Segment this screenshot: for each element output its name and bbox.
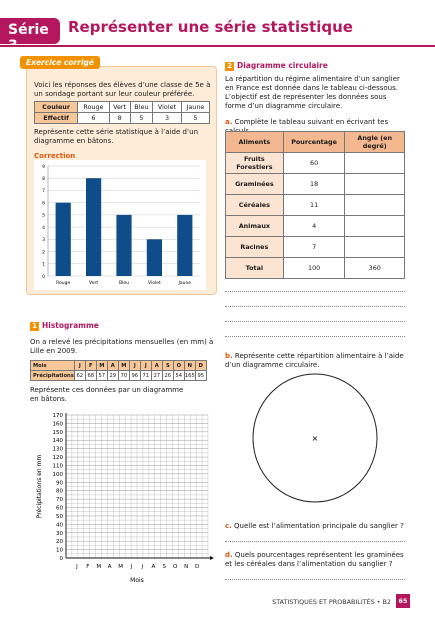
section2-intro: La répartition du régime alimentaire d’un sanglier en France est donnée dans le tableau ci-dessous. L’objectif est de représenter les données sous forme d’un diagramme circulaire. <box>225 75 400 110</box>
table-header: Pourcentage <box>283 132 345 153</box>
question-a-text: Complète le tableau suivant en écrivant tes <box>234 118 389 126</box>
value-cell: 95 <box>195 371 206 381</box>
x-tick-label: A <box>151 564 156 570</box>
y-tick-label: 20 <box>56 539 63 546</box>
y-tick-label: 140 <box>52 438 63 445</box>
table-cell: 60 <box>283 153 345 174</box>
y-tick-label: 3 <box>42 238 45 244</box>
month-cell: J <box>74 361 85 371</box>
angle-input-cell[interactable] <box>345 195 405 216</box>
angle-input-cell[interactable] <box>345 237 405 258</box>
x-tick-label: Bleu <box>119 281 129 286</box>
value-cell: 71 <box>140 371 151 381</box>
exercise-intro: Voici les réponses des élèves d’une classe de 5e à un sondage portant sur leur couleur préférée. <box>34 81 211 98</box>
table-cell: 11 <box>283 195 345 216</box>
section2-number: 2 <box>225 62 234 71</box>
table-cell: 8 <box>109 113 130 124</box>
table-cell: Racines <box>226 237 284 258</box>
question-a-letter: a. <box>225 118 233 126</box>
month-cell: J <box>129 361 140 371</box>
y-tick-label: 8 <box>42 177 45 183</box>
answer-line[interactable] <box>225 306 405 307</box>
y-tick-label: 4 <box>42 225 45 231</box>
month-cell: J <box>140 361 151 371</box>
table-cell: 3 <box>153 113 182 124</box>
x-axis-label: Mois <box>130 577 144 584</box>
y-axis-label: Précipitations en mm <box>36 454 43 519</box>
value-cell: 27 <box>151 371 162 381</box>
question-b-text: Représente cette répartition alimentaire à l’aide d’un diagramme circulaire. <box>225 352 404 369</box>
x-tick-label: M <box>118 564 123 570</box>
table-row <box>226 237 405 258</box>
y-tick-label: 9 <box>42 164 45 170</box>
y-tick-label: 130 <box>52 446 63 453</box>
table-cell: Animaux <box>226 216 284 237</box>
y-tick-label: 10 <box>56 547 63 554</box>
precip-table <box>30 360 207 381</box>
table-cell: Total <box>226 258 284 279</box>
y-tick-label: 2 <box>42 250 45 256</box>
bar <box>116 215 131 276</box>
question-c <box>225 522 409 531</box>
value-cell: 26 <box>162 371 173 381</box>
table-row <box>226 216 405 237</box>
table-cell: Rouge <box>78 102 110 113</box>
table-cell: 5 <box>130 113 153 124</box>
table-cell: Vert <box>109 102 130 113</box>
x-tick-label: Vert <box>89 281 99 286</box>
month-cell: M <box>118 361 129 371</box>
y-tick-label: 40 <box>56 522 63 529</box>
table-cell: Jaune <box>181 102 209 113</box>
table-cell: 6 <box>78 113 110 124</box>
diet-table <box>225 131 405 279</box>
exercise-label: Exercice corrigé <box>20 56 100 69</box>
circle-diagram[interactable] <box>250 372 380 504</box>
x-tick-label: S <box>162 564 167 570</box>
table-head-precip: Précipitations <box>31 371 75 381</box>
question-c-letter: c. <box>225 522 232 530</box>
month-cell: D <box>195 361 206 371</box>
table-head-effectif: Effectif <box>35 113 78 124</box>
section1-title-text: Histogramme <box>42 321 99 330</box>
question-d <box>225 551 409 569</box>
month-cell: F <box>85 361 96 371</box>
value-cell: 57 <box>96 371 107 381</box>
bar <box>86 178 101 276</box>
table-header: Aliments <box>226 132 284 153</box>
answer-line[interactable] <box>225 579 405 580</box>
value-cell: 68 <box>85 371 96 381</box>
y-tick-label: 50 <box>56 513 63 520</box>
page-number: 65 <box>396 594 410 608</box>
x-tick-label: O <box>173 564 178 570</box>
y-tick-label: 120 <box>52 455 63 462</box>
y-tick-label: 6 <box>42 201 45 207</box>
answer-line[interactable] <box>225 321 405 322</box>
correction-title: Correction <box>34 152 76 160</box>
value-cell: 165 <box>184 372 195 379</box>
table-cell: Fruits Forestiers <box>226 153 284 174</box>
month-cell: S <box>162 361 173 371</box>
question-b <box>225 352 409 370</box>
y-tick-label: 90 <box>56 480 63 487</box>
x-tick-label: Violet <box>148 281 161 286</box>
answer-line[interactable] <box>225 291 405 292</box>
y-tick-label: 150 <box>52 429 63 436</box>
x-tick-label: M <box>96 564 102 570</box>
table-cell: Graminées <box>226 174 284 195</box>
section1-number: 1 <box>30 322 39 331</box>
y-tick-label: 0 <box>42 274 45 280</box>
y-tick-label: 30 <box>56 530 63 537</box>
table-row <box>226 174 405 195</box>
value-cell: 70 <box>118 371 129 381</box>
bar <box>147 239 162 276</box>
y-tick-label: 1 <box>42 262 45 268</box>
x-tick-label: N <box>184 564 189 570</box>
table-cell: Violet <box>153 102 182 113</box>
colors-table <box>34 101 210 124</box>
answer-lines-a[interactable] <box>225 291 405 337</box>
value-cell: 62 <box>74 371 85 381</box>
table-cell: Bleu <box>130 102 153 113</box>
page-title: Représenter une série statistique <box>68 18 353 36</box>
answer-line[interactable] <box>225 336 405 337</box>
y-tick-label: 7 <box>42 189 45 195</box>
y-tick-label: 70 <box>56 497 63 504</box>
table-head-couleur: Couleur <box>35 102 78 113</box>
question-b-letter: b. <box>225 352 233 360</box>
x-tick-label: Rouge <box>56 281 71 286</box>
section2-title-text: Diagramme circulaire <box>237 61 328 70</box>
x-tick-label: Jaune <box>178 281 192 286</box>
y-tick-label: 100 <box>52 471 63 478</box>
y-tick-label: 80 <box>56 488 63 495</box>
table-cell: 100 <box>283 258 345 279</box>
y-tick-label: 5 <box>42 213 45 219</box>
table-row <box>226 258 405 279</box>
table-cell: 5 <box>181 113 209 124</box>
month-cell: A <box>107 361 118 371</box>
y-tick-label: 160 <box>52 421 63 428</box>
value-cell: 54 <box>173 371 184 381</box>
x-tick-label: J <box>130 564 133 570</box>
section2-title <box>225 61 328 71</box>
month-cell: A <box>151 361 162 371</box>
x-axis-arrow <box>210 556 214 560</box>
table-row <box>226 153 405 174</box>
month-cell: M <box>96 361 107 371</box>
table-cell: 7 <box>283 237 345 258</box>
table-header: Angle (en degré) <box>345 132 405 153</box>
series-tab: Série <box>0 18 60 44</box>
header-rule <box>0 45 435 47</box>
angle-input-cell: 360 <box>345 258 405 279</box>
table-row <box>226 195 405 216</box>
footer-text: STATISTIQUES ET PROBABILITÉS • B2 <box>272 598 391 606</box>
question-d-letter: d. <box>225 551 233 559</box>
y-tick-label: 170 <box>52 413 63 419</box>
table-cell: 18 <box>283 174 345 195</box>
x-tick-label: J <box>141 564 144 570</box>
bar <box>56 203 71 276</box>
x-tick-label: A <box>107 564 112 570</box>
x-tick-label: J <box>76 564 78 570</box>
section1-intro: On a relevé les précipitations mensuelles (en mm) à Lille en 2009. <box>30 338 214 355</box>
section1-title <box>30 321 99 331</box>
question-c-text: Quelle est l’alimentation principale du sanglier ? <box>234 522 404 530</box>
x-tick-label: D <box>194 564 200 570</box>
table-cell: Céréales <box>226 195 284 216</box>
month-cell: O <box>173 361 184 371</box>
y-tick-label: 0 <box>59 556 63 562</box>
value-cell: 29 <box>107 371 118 381</box>
bar <box>177 215 192 276</box>
value-cell: 96 <box>129 371 140 381</box>
table-head-mois: Mois <box>31 361 75 371</box>
question-d-text: Quels pourcentages représentent les graminées et les céréales dans l’alimentation du sanglier ? <box>225 551 404 568</box>
section1-task: Représente ces données par un diagramme en bâtons. <box>30 386 184 403</box>
bar-chart <box>34 160 206 290</box>
center-mark: × <box>311 434 319 443</box>
answer-line[interactable] <box>225 541 405 542</box>
angle-input-cell[interactable] <box>345 216 405 237</box>
x-tick-label: F <box>86 564 90 570</box>
angle-input-cell[interactable] <box>345 153 405 174</box>
exercise-task: Représente cette série statistique à l’aide d’un diagramme en bâtons. <box>34 128 199 145</box>
empty-grid[interactable] <box>30 410 216 586</box>
y-tick-label: 110 <box>52 463 63 470</box>
angle-input-cell[interactable] <box>345 174 405 195</box>
y-tick-label: 60 <box>56 505 63 512</box>
month-cell: N <box>184 361 195 371</box>
table-cell: 4 <box>283 216 345 237</box>
